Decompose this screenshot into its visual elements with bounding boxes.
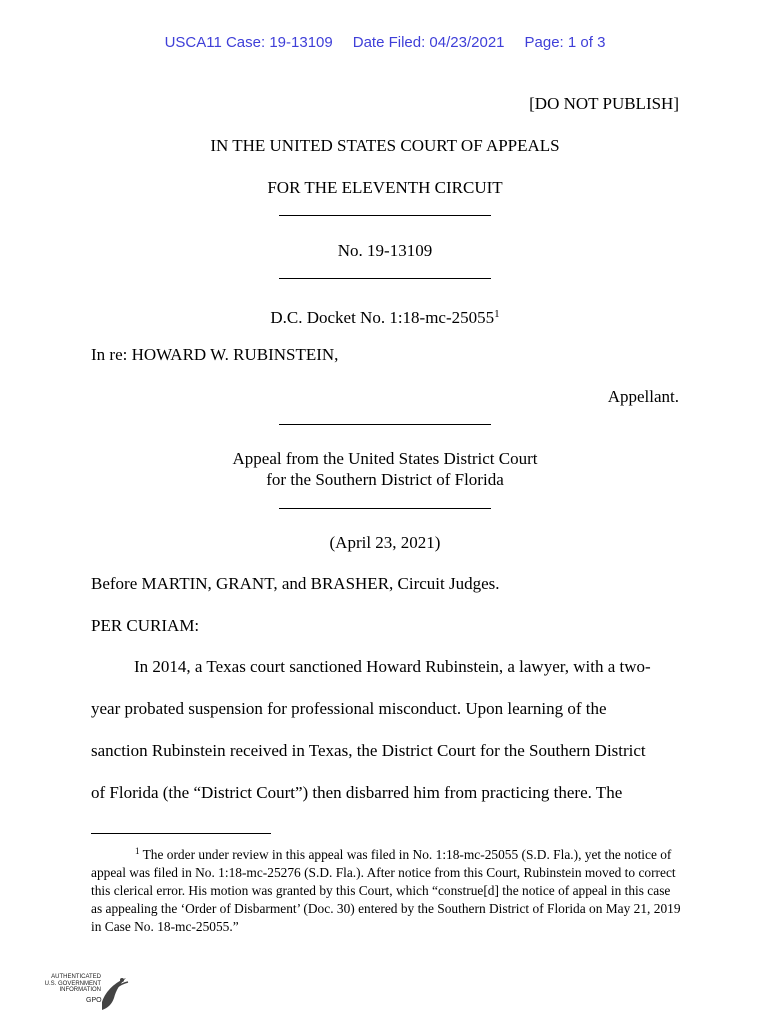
gpo-authentication-seal bbox=[44, 970, 134, 1014]
panel-judges: Before MARTIN, GRANT, and BRASHER, Circuit Judges. bbox=[91, 574, 500, 593]
body-line-1: In 2014, a Texas court sanctioned Howard Rubinstein, a lawyer, with a two- bbox=[134, 657, 651, 676]
page-count-header: Page: 1 of 3 bbox=[524, 34, 606, 51]
seal-line-2: U.S. GOVERNMENT bbox=[44, 980, 101, 987]
separator-rule bbox=[279, 215, 491, 216]
publish-status: [DO NOT PUBLISH] bbox=[529, 94, 679, 113]
court-name: IN THE UNITED STATES COURT OF APPEALS bbox=[210, 136, 560, 155]
decision-date: (April 23, 2021) bbox=[329, 533, 441, 552]
body-line-3: sanction Rubinstein received in Texas, the District Court for the Southern District bbox=[91, 741, 646, 760]
circuit-name: FOR THE ELEVENTH CIRCUIT bbox=[267, 178, 503, 197]
body-line-2: year probated suspension for professional misconduct. Upon learning of the bbox=[91, 699, 607, 718]
per-curiam-heading: PER CURIAM: bbox=[91, 616, 200, 635]
footnote-marker: 1 bbox=[135, 846, 140, 856]
case-number: No. 19-13109 bbox=[337, 241, 433, 260]
separator-rule bbox=[279, 424, 491, 425]
eagle-icon bbox=[96, 972, 130, 1012]
separator-rule bbox=[279, 278, 491, 279]
date-filed-header: Date Filed: 04/23/2021 bbox=[352, 34, 505, 51]
separator-rule bbox=[279, 508, 491, 509]
body-line-4: of Florida (the “District Court”) then disbarred him from practicing there. The bbox=[91, 783, 623, 802]
in-re-line: In re: HOWARD W. RUBINSTEIN, bbox=[91, 345, 339, 364]
seal-text bbox=[44, 974, 101, 994]
appeal-from-line-2: for the Southern District of Florida bbox=[266, 470, 504, 489]
seal-line-1: AUTHENTICATED bbox=[51, 974, 101, 980]
docket-number bbox=[0, 304, 770, 328]
footnote bbox=[91, 842, 681, 936]
docket-text: D.C. Docket No. 1:18-mc-25055 bbox=[270, 308, 495, 327]
seal-gpo-text: GPO bbox=[86, 997, 102, 1004]
appeal-from-line-1: Appeal from the United States District Court bbox=[232, 449, 538, 468]
seal-line-3: INFORMATION bbox=[59, 987, 101, 993]
footnote-text: The order under review in this appeal was filed in No. 1:18-mc-25055 (S.D. Fla.), yet the notice of appeal was filed in No. 1:18-mc-25276 (S.D. Fla.). After notice from this Court, Rubinstein moved to correct this clerical error. His motion was granted by this Court, which “construe[d] the notice of appeal in this case as appealing the ‘Order of Disbarment’ (Doc. 30) entered by the Southern District of Florida on May 21, 2019 in Case No. 18-mc-25055.” bbox=[91, 847, 681, 934]
footnote-rule bbox=[91, 833, 271, 834]
footnote-reference: 1 bbox=[494, 308, 500, 320]
filing-header bbox=[0, 34, 770, 51]
case-number-header: USCA11 Case: 19-13109 bbox=[164, 34, 333, 51]
party-role: Appellant. bbox=[607, 387, 679, 406]
